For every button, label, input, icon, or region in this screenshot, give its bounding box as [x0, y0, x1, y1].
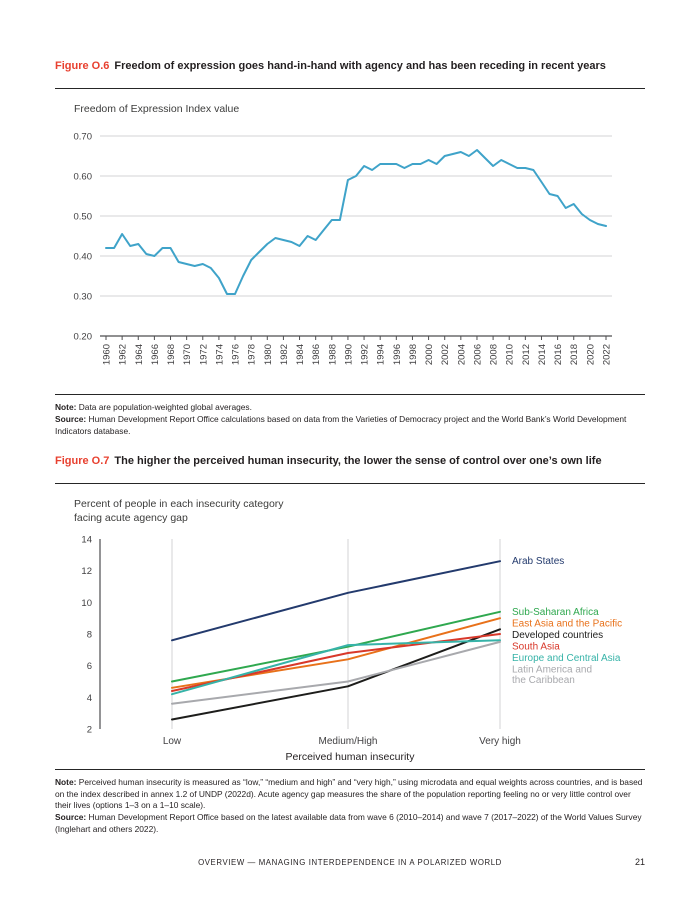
svg-text:2006: 2006 [472, 344, 484, 366]
freedom-of-expression-line-chart [60, 126, 638, 388]
figure-o6-label: Figure O.6 [55, 60, 110, 72]
figure-o7-source-line [55, 812, 645, 835]
svg-text:12: 12 [81, 566, 92, 578]
svg-text:1992: 1992 [359, 344, 371, 366]
source-label: Source: [55, 811, 87, 822]
figure-o7-axis-title [74, 498, 640, 525]
svg-text:South Asia: South Asia [512, 641, 560, 653]
figure-o6-heading [55, 60, 645, 74]
svg-text:Europe and Central Asia: Europe and Central Asia [512, 653, 621, 665]
svg-text:10: 10 [81, 598, 92, 610]
source-text: Human Development Report Office based on the latest available data from wave 6 (2010–2014) and wave 7 (2017–2022) of the World Values Survey (Inglehart and others 2022). [55, 811, 642, 834]
figure-o7-axis-title-line2: facing acute agency gap [74, 511, 188, 524]
svg-text:1996: 1996 [391, 344, 403, 366]
svg-text:1970: 1970 [182, 344, 194, 366]
svg-text:1960: 1960 [101, 344, 113, 366]
svg-text:1962: 1962 [117, 344, 129, 366]
svg-text:6: 6 [86, 661, 92, 673]
figure-o6-notes [55, 402, 645, 437]
human-insecurity-line-chart [60, 533, 638, 749]
svg-text:Developed countries: Developed countries [512, 630, 604, 642]
figure-o7-x-axis-label: Perceived human insecurity [285, 751, 415, 764]
figure-o7-title: The higher the perceived human insecurity, the lower the sense of control over one’s own life [114, 455, 602, 468]
svg-text:1990: 1990 [343, 344, 355, 366]
svg-text:2: 2 [86, 724, 92, 736]
svg-text:East Asia and the Pacific: East Asia and the Pacific [512, 618, 623, 630]
svg-text:1972: 1972 [198, 344, 210, 366]
figure-o6-title: Freedom of expression goes hand-in-hand with agency and has been receding in recent years [114, 60, 606, 72]
svg-text:0.20: 0.20 [73, 331, 92, 343]
svg-text:1964: 1964 [133, 344, 145, 366]
figure-o7-notes [55, 777, 645, 835]
svg-text:2008: 2008 [488, 344, 500, 366]
svg-text:the Caribbean: the Caribbean [512, 675, 575, 687]
figure-o7-note-line [55, 777, 645, 812]
svg-text:1988: 1988 [327, 344, 339, 366]
svg-text:2000: 2000 [424, 344, 436, 366]
svg-text:14: 14 [81, 534, 92, 546]
svg-text:2014: 2014 [536, 344, 548, 366]
svg-text:1980: 1980 [262, 344, 274, 366]
svg-text:1994: 1994 [375, 344, 387, 366]
figure-o6-section [55, 60, 645, 437]
note-text: Data are population-weighted global averages. [78, 402, 252, 413]
figure-o6-axis-title: Freedom of Expression Index value [74, 102, 240, 115]
figure-o7-chart-box [55, 483, 645, 770]
source-label: Source: [55, 413, 87, 424]
page-number: 21 [634, 857, 645, 867]
svg-text:2002: 2002 [440, 344, 452, 366]
svg-text:1986: 1986 [311, 344, 323, 366]
svg-text:2010: 2010 [504, 344, 516, 366]
svg-text:0.50: 0.50 [73, 211, 92, 223]
svg-text:0.70: 0.70 [73, 131, 92, 143]
figure-o6-chart-box [55, 88, 645, 396]
footer-running-title: OVERVIEW — MANAGING INTERDEPENDENCE IN A POLARIZED WORLD [198, 858, 502, 867]
svg-text:8: 8 [86, 629, 92, 641]
svg-text:1998: 1998 [407, 344, 419, 366]
note-text: Perceived human insecurity is measured as “low,” “medium and high” and “very high,” using microdata and equal weights across countries, and is based on the index described in annex 1.2 of UNDP (2022d). Acute agency gap measures the share of the population reporting feeling no or very little control over their lives (options 1–3 on a 1–10 scale). [55, 777, 643, 811]
svg-text:Arab States: Arab States [512, 556, 565, 568]
figure-o7-heading [55, 455, 645, 469]
note-label: Note: [55, 402, 77, 413]
figure-o7-section [55, 455, 645, 835]
figure-o6-source-line [55, 414, 645, 437]
svg-text:1974: 1974 [214, 344, 226, 366]
figure-o6-note-line [55, 402, 645, 414]
svg-text:2018: 2018 [569, 344, 581, 366]
svg-text:2012: 2012 [520, 344, 532, 366]
svg-text:Low: Low [162, 736, 182, 748]
svg-text:4: 4 [86, 693, 92, 705]
source-text: Human Development Report Office calculations based on data from the Varieties of Democracy project and the World Bank’s World Development Indicators database. [55, 413, 627, 436]
figure-o7-axis-title-line1: Percent of people in each insecurity category [74, 497, 284, 510]
svg-text:1978: 1978 [246, 344, 258, 366]
svg-text:1984: 1984 [295, 344, 307, 366]
svg-text:2022: 2022 [601, 344, 613, 366]
svg-text:1976: 1976 [230, 344, 242, 366]
note-label: Note: [55, 777, 77, 788]
svg-text:0.40: 0.40 [73, 251, 92, 263]
svg-text:1982: 1982 [278, 344, 290, 366]
svg-text:0.60: 0.60 [73, 171, 92, 183]
svg-text:2004: 2004 [456, 344, 468, 366]
figure-o7-label: Figure O.7 [55, 455, 110, 468]
svg-text:1966: 1966 [149, 344, 161, 366]
svg-text:1968: 1968 [166, 344, 178, 366]
svg-text:Very high: Very high [479, 736, 521, 748]
svg-text:2016: 2016 [553, 344, 565, 366]
svg-text:0.30: 0.30 [73, 291, 92, 303]
page-footer [0, 858, 700, 870]
svg-text:Medium/High: Medium/High [318, 736, 378, 748]
svg-text:2020: 2020 [585, 344, 597, 366]
svg-text:Latin America and: Latin America and [512, 664, 593, 676]
svg-text:Sub-Saharan Africa: Sub-Saharan Africa [512, 607, 599, 619]
